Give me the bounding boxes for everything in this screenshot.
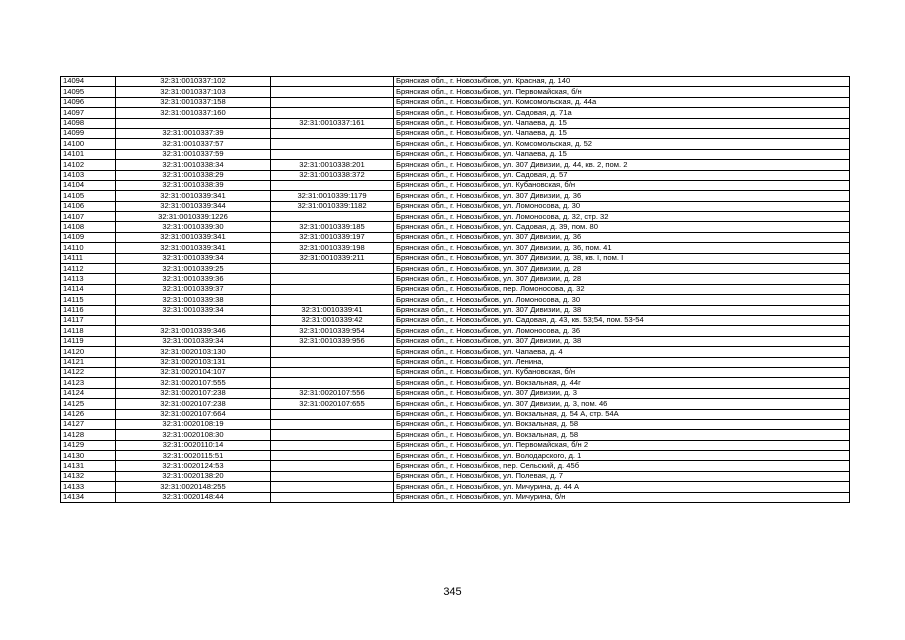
row-number-cell: 14124	[61, 388, 116, 398]
row-number-cell: 14096	[61, 97, 116, 107]
cadastral-number-cell: 32:31:0020104:107	[116, 367, 271, 377]
room-cadastral-number-cell	[271, 347, 394, 357]
room-cadastral-number-cell	[271, 128, 394, 138]
table-row	[61, 253, 850, 263]
room-cadastral-number-cell: 32:31:0010339:198	[271, 243, 394, 253]
room-cadastral-number-cell	[271, 461, 394, 471]
cadastral-number-cell	[116, 315, 271, 325]
table-row	[61, 326, 850, 336]
room-cadastral-number-cell: 32:31:0020107:556	[271, 388, 394, 398]
cadastral-number-cell: 32:31:0010338:34	[116, 160, 271, 170]
table-row	[61, 128, 850, 138]
row-number-cell: 14107	[61, 212, 116, 222]
room-cadastral-number-cell	[271, 212, 394, 222]
address-cell: Брянская обл., г. Новозыбков, ул. Чапаева, д. 15	[394, 128, 850, 138]
row-number-cell: 14104	[61, 180, 116, 190]
cadastral-number-cell: 32:31:0010339:37	[116, 284, 271, 294]
room-cadastral-number-cell: 32:31:0010339:1182	[271, 201, 394, 211]
room-cadastral-number-cell	[271, 274, 394, 284]
room-cadastral-number-cell: 32:31:0010339:954	[271, 326, 394, 336]
table-row	[61, 347, 850, 357]
table-row	[61, 440, 850, 450]
cadastral-number-cell: 32:31:0010338:39	[116, 180, 271, 190]
row-number-cell: 14118	[61, 326, 116, 336]
table-row	[61, 388, 850, 398]
address-cell: Брянская обл., г. Новозыбков, ул. Ломоносова, д. 30	[394, 201, 850, 211]
cadastral-number-cell: 32:31:0010339:34	[116, 253, 271, 263]
row-number-cell: 14121	[61, 357, 116, 367]
table-row	[61, 149, 850, 159]
cadastral-number-cell: 32:31:0010337:59	[116, 149, 271, 159]
cadastral-number-cell: 32:31:0010337:103	[116, 87, 271, 97]
table-row	[61, 222, 850, 232]
row-number-cell: 14095	[61, 87, 116, 97]
address-cell: Брянская обл., г. Новозыбков, ул. 307 Дивизии, д. 38	[394, 305, 850, 315]
address-cell: Брянская обл., г. Новозыбков, ул. Кубановская, б/н	[394, 180, 850, 190]
room-cadastral-number-cell: 32:31:0010337:161	[271, 118, 394, 128]
cadastral-number-cell: 32:31:0020107:664	[116, 409, 271, 419]
row-number-cell: 14133	[61, 482, 116, 492]
cadastral-number-cell: 32:31:0010339:36	[116, 274, 271, 284]
room-cadastral-number-cell	[271, 440, 394, 450]
table-row	[61, 160, 850, 170]
address-cell: Брянская обл., г. Новозыбков, ул. Садовая, д. 39, пом. 80	[394, 222, 850, 232]
address-cell: Брянская обл., г. Новозыбков, ул. Чапаева, д. 15	[394, 118, 850, 128]
row-number-cell: 14113	[61, 274, 116, 284]
row-number-cell: 14100	[61, 139, 116, 149]
room-cadastral-number-cell	[271, 451, 394, 461]
address-cell: Брянская обл., г. Новозыбков, ул. Вокзальная, д. 54 А, стр. 54А	[394, 409, 850, 419]
table-row	[61, 87, 850, 97]
room-cadastral-number-cell	[271, 378, 394, 388]
table-row	[61, 77, 850, 87]
room-cadastral-number-cell: 32:31:0010339:41	[271, 305, 394, 315]
room-cadastral-number-cell	[271, 482, 394, 492]
row-number-cell: 14109	[61, 232, 116, 242]
cadastral-number-cell: 32:31:0010339:1226	[116, 212, 271, 222]
cadastral-number-cell: 32:31:0010339:30	[116, 222, 271, 232]
cadastral-number-cell: 32:31:0010339:341	[116, 243, 271, 253]
cadastral-number-cell: 32:31:0020108:30	[116, 430, 271, 440]
room-cadastral-number-cell	[271, 409, 394, 419]
cadastral-number-cell: 32:31:0020148:44	[116, 492, 271, 502]
address-cell: Брянская обл., г. Новозыбков, ул. Кубановская, б/н	[394, 367, 850, 377]
room-cadastral-number-cell	[271, 419, 394, 429]
address-cell: Брянская обл., г. Новозыбков, ул. 307 Дивизии, д. 36	[394, 191, 850, 201]
room-cadastral-number-cell	[271, 492, 394, 502]
table-row	[61, 305, 850, 315]
row-number-cell: 14128	[61, 430, 116, 440]
row-number-cell: 14097	[61, 108, 116, 118]
table-row	[61, 451, 850, 461]
cadastral-number-cell: 32:31:0010337:158	[116, 97, 271, 107]
row-number-cell: 14122	[61, 367, 116, 377]
cadastral-number-cell: 32:31:0010339:34	[116, 305, 271, 315]
room-cadastral-number-cell: 32:31:0010339:1179	[271, 191, 394, 201]
table-row	[61, 118, 850, 128]
address-cell: Брянская обл., г. Новозыбков, ул. Вокзальная, д. 58	[394, 430, 850, 440]
row-number-cell: 14120	[61, 347, 116, 357]
cadastral-number-cell	[116, 118, 271, 128]
row-number-cell: 14126	[61, 409, 116, 419]
cadastral-number-cell: 32:31:0020124:53	[116, 461, 271, 471]
table-row	[61, 201, 850, 211]
cadastral-number-cell: 32:31:0010337:39	[116, 128, 271, 138]
address-cell: Брянская обл., г. Новозыбков, ул. 307 Дивизии, д. 36, пом. 41	[394, 243, 850, 253]
address-cell: Брянская обл., г. Новозыбков, ул. 307 Дивизии, д. 28	[394, 274, 850, 284]
table-row	[61, 264, 850, 274]
address-cell: Брянская обл., г. Новозыбков, пер. Ломоносова, д. 32	[394, 284, 850, 294]
cadastral-number-cell: 32:31:0020107:555	[116, 378, 271, 388]
cadastral-number-cell: 32:31:0010337:160	[116, 108, 271, 118]
room-cadastral-number-cell	[271, 471, 394, 481]
cadastral-number-cell: 32:31:0010337:102	[116, 77, 271, 87]
address-cell: Брянская обл., г. Новозыбков, ул. Комсомольская, д. 52	[394, 139, 850, 149]
row-number-cell: 14114	[61, 284, 116, 294]
room-cadastral-number-cell	[271, 367, 394, 377]
room-cadastral-number-cell	[271, 180, 394, 190]
table-row	[61, 430, 850, 440]
row-number-cell: 14115	[61, 295, 116, 305]
row-number-cell: 14130	[61, 451, 116, 461]
cadastral-number-cell: 32:31:0010339:25	[116, 264, 271, 274]
cadastral-number-cell: 32:31:0020108:19	[116, 419, 271, 429]
row-number-cell: 14103	[61, 170, 116, 180]
address-cell: Брянская обл., г. Новозыбков, ул. Садовая, д. 71а	[394, 108, 850, 118]
row-number-cell: 14134	[61, 492, 116, 502]
cadastral-number-cell: 32:31:0020115:51	[116, 451, 271, 461]
table-body	[61, 77, 850, 503]
address-cell: Брянская обл., г. Новозыбков, ул. Вокзальная, д. 44г	[394, 378, 850, 388]
cadastral-number-cell: 32:31:0020110:14	[116, 440, 271, 450]
table-row	[61, 295, 850, 305]
cadastral-number-cell: 32:31:0020148:255	[116, 482, 271, 492]
address-cell: Брянская обл., г. Новозыбков, ул. Полевая, д. 7	[394, 471, 850, 481]
row-number-cell: 14129	[61, 440, 116, 450]
table-row	[61, 284, 850, 294]
row-number-cell: 14123	[61, 378, 116, 388]
address-cell: Брянская обл., г. Новозыбков, пер. Сельский, д. 45б	[394, 461, 850, 471]
cadastral-number-cell: 32:31:0010339:38	[116, 295, 271, 305]
address-cell: Брянская обл., г. Новозыбков, ул. 307 Дивизии, д. 38	[394, 336, 850, 346]
table-row	[61, 492, 850, 502]
table-row	[61, 274, 850, 284]
room-cadastral-number-cell	[271, 295, 394, 305]
room-cadastral-number-cell	[271, 149, 394, 159]
room-cadastral-number-cell: 32:31:0010339:211	[271, 253, 394, 263]
cadastral-number-cell: 32:31:0020107:238	[116, 388, 271, 398]
address-cell: Брянская обл., г. Новозыбков, ул. 307 Дивизии, д. 36	[394, 232, 850, 242]
table-row	[61, 212, 850, 222]
table-row	[61, 419, 850, 429]
table-row	[61, 336, 850, 346]
room-cadastral-number-cell	[271, 264, 394, 274]
address-cell: Брянская обл., г. Новозыбков, ул. Садовая, д. 43, кв. 53;54, пом. 53-54	[394, 315, 850, 325]
address-cell: Брянская обл., г. Новозыбков, ул. Мичурина, б/н	[394, 492, 850, 502]
table-row	[61, 409, 850, 419]
row-number-cell: 14132	[61, 471, 116, 481]
table-row	[61, 243, 850, 253]
row-number-cell: 14116	[61, 305, 116, 315]
room-cadastral-number-cell	[271, 87, 394, 97]
cadastral-number-cell: 32:31:0010339:346	[116, 326, 271, 336]
cadastral-number-cell: 32:31:0020107:238	[116, 399, 271, 409]
table-row	[61, 191, 850, 201]
address-cell: Брянская обл., г. Новозыбков, ул. Чапаева, д. 4	[394, 347, 850, 357]
room-cadastral-number-cell	[271, 139, 394, 149]
address-cell: Брянская обл., г. Новозыбков, ул. Садовая, д. 57	[394, 170, 850, 180]
cadastral-number-cell: 32:31:0020138:20	[116, 471, 271, 481]
room-cadastral-number-cell: 32:31:0020107:655	[271, 399, 394, 409]
row-number-cell: 14094	[61, 77, 116, 87]
cadastral-number-cell: 32:31:0020103:130	[116, 347, 271, 357]
page-number: 345	[443, 586, 462, 598]
row-number-cell: 14119	[61, 336, 116, 346]
room-cadastral-number-cell	[271, 97, 394, 107]
row-number-cell: 14127	[61, 419, 116, 429]
address-cell: Брянская обл., г. Новозыбков, ул. Ленина,	[394, 357, 850, 367]
table-row	[61, 108, 850, 118]
address-cell: Брянская обл., г. Новозыбков, ул. Чапаева, д. 15	[394, 149, 850, 159]
address-cell: Брянская обл., г. Новозыбков, ул. Комсомольская, д. 44а	[394, 97, 850, 107]
cadastral-number-cell: 32:31:0010338:29	[116, 170, 271, 180]
table-row	[61, 170, 850, 180]
row-number-cell: 14125	[61, 399, 116, 409]
table-row	[61, 180, 850, 190]
table-row	[61, 461, 850, 471]
table-row	[61, 378, 850, 388]
address-cell: Брянская обл., г. Новозыбков, ул. Вокзальная, д. 58	[394, 419, 850, 429]
room-cadastral-number-cell: 32:31:0010338:372	[271, 170, 394, 180]
room-cadastral-number-cell	[271, 77, 394, 87]
address-cell: Брянская обл., г. Новозыбков, ул. Первомайская, б/н	[394, 87, 850, 97]
table-row	[61, 139, 850, 149]
row-number-cell: 14101	[61, 149, 116, 159]
table-row	[61, 367, 850, 377]
cadastral-number-cell: 32:31:0020103:131	[116, 357, 271, 367]
row-number-cell: 14102	[61, 160, 116, 170]
room-cadastral-number-cell: 32:31:0010339:197	[271, 232, 394, 242]
address-cell: Брянская обл., г. Новозыбков, ул. Ломоносова, д. 36	[394, 326, 850, 336]
row-number-cell: 14117	[61, 315, 116, 325]
address-cell: Брянская обл., г. Новозыбков, ул. Ломоносова, д. 30	[394, 295, 850, 305]
row-number-cell: 14111	[61, 253, 116, 263]
address-cell: Брянская обл., г. Новозыбков, ул. 307 Дивизии, д. 28	[394, 264, 850, 274]
table-row	[61, 399, 850, 409]
room-cadastral-number-cell	[271, 108, 394, 118]
row-number-cell: 14105	[61, 191, 116, 201]
cadastral-number-cell: 32:31:0010339:341	[116, 191, 271, 201]
table-row	[61, 357, 850, 367]
address-cell: Брянская обл., г. Новозыбков, ул. 307 Дивизии, д. 3, пом. 46	[394, 399, 850, 409]
address-cell: Брянская обл., г. Новозыбков, ул. Ломоносова, д. 32, стр. 32	[394, 212, 850, 222]
cadastral-number-cell: 32:31:0010339:344	[116, 201, 271, 211]
room-cadastral-number-cell	[271, 357, 394, 367]
room-cadastral-number-cell: 32:31:0010339:42	[271, 315, 394, 325]
room-cadastral-number-cell	[271, 430, 394, 440]
cadastral-number-cell: 32:31:0010339:34	[116, 336, 271, 346]
table-row	[61, 97, 850, 107]
table-row	[61, 315, 850, 325]
table-row	[61, 471, 850, 481]
row-number-cell: 14131	[61, 461, 116, 471]
address-cell: Брянская обл., г. Новозыбков, ул. Володарского, д. 1	[394, 451, 850, 461]
table-row	[61, 232, 850, 242]
row-number-cell: 14098	[61, 118, 116, 128]
address-cell: Брянская обл., г. Новозыбков, ул. 307 Дивизии, д. 44, кв. 2, пом. 2	[394, 160, 850, 170]
row-number-cell: 14099	[61, 128, 116, 138]
address-cell: Брянская обл., г. Новозыбков, ул. Мичурина, д. 44 А	[394, 482, 850, 492]
row-number-cell: 14108	[61, 222, 116, 232]
table-row	[61, 482, 850, 492]
room-cadastral-number-cell: 32:31:0010339:185	[271, 222, 394, 232]
row-number-cell: 14112	[61, 264, 116, 274]
room-cadastral-number-cell: 32:31:0010339:956	[271, 336, 394, 346]
room-cadastral-number-cell	[271, 284, 394, 294]
cadastral-number-cell: 32:31:0010339:341	[116, 232, 271, 242]
property-table	[60, 76, 850, 503]
row-number-cell: 14110	[61, 243, 116, 253]
cadastral-number-cell: 32:31:0010337:57	[116, 139, 271, 149]
address-cell: Брянская обл., г. Новозыбков, ул. Первомайская, б/н 2	[394, 440, 850, 450]
address-cell: Брянская обл., г. Новозыбков, ул. 307 Дивизии, д. 38, кв. I, пом. I	[394, 253, 850, 263]
address-cell: Брянская обл., г. Новозыбков, ул. Красная, д. 140	[394, 77, 850, 87]
address-cell: Брянская обл., г. Новозыбков, ул. 307 Дивизии, д. 3	[394, 388, 850, 398]
room-cadastral-number-cell: 32:31:0010338:201	[271, 160, 394, 170]
row-number-cell: 14106	[61, 201, 116, 211]
